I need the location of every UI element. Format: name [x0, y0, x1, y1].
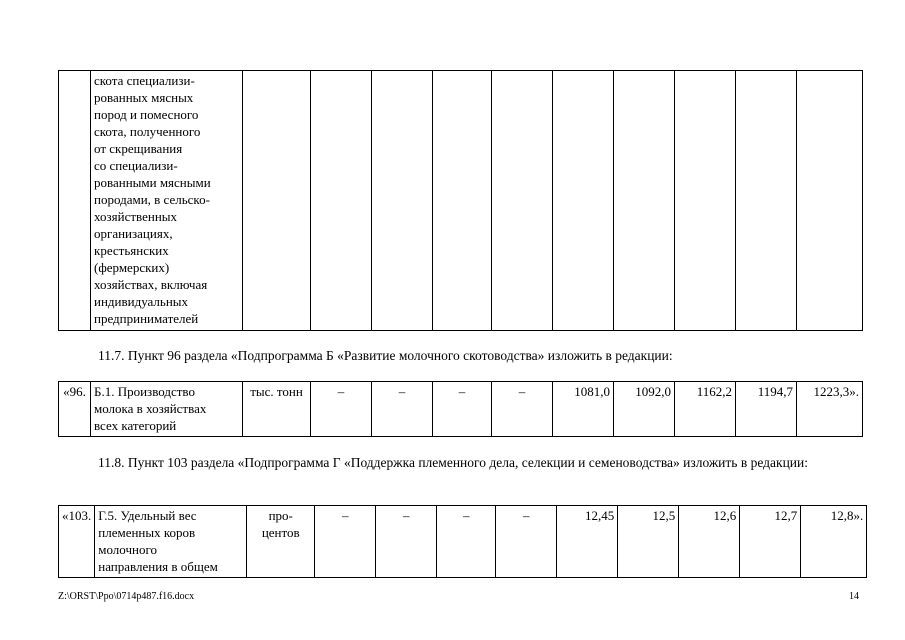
value-cell: – — [492, 382, 553, 437]
row-number-cell: «96. — [59, 382, 91, 437]
value-cell: 12,8». — [801, 506, 867, 578]
name-line: хозяйственных — [94, 209, 178, 224]
value-cell: 12,45 — [557, 506, 618, 578]
name-line: скота, полученного — [94, 124, 201, 139]
footer-file-path: Z:\ORST\Ppo\0714p487.f16.docx — [58, 591, 195, 602]
unit-line: центов — [261, 525, 300, 540]
table-continuation — [58, 70, 863, 331]
name-line: индивидуальных — [94, 294, 189, 309]
row-number-cell: «103. — [59, 506, 95, 578]
table-row — [59, 506, 867, 578]
value-cell: 12,5 — [618, 506, 679, 578]
name-line: со специализи- — [94, 158, 178, 173]
indicator-name-cell — [91, 71, 243, 331]
name-line: (фермерских) — [94, 260, 170, 275]
table-item-96 — [58, 381, 863, 437]
value-cell: 1081,0 — [553, 382, 614, 437]
name-line: племенных коров — [98, 525, 196, 540]
value-cell: 12,6 — [679, 506, 740, 578]
unit-line: про- — [268, 508, 293, 523]
name-line: Б.1. Производство — [94, 384, 195, 399]
value-cell: 1194,7 — [736, 382, 797, 437]
name-line: породами, в сельско- — [94, 192, 210, 207]
value-cell — [797, 71, 863, 331]
name-line: рованных мясных — [94, 90, 194, 105]
value-cell: 12,7 — [740, 506, 801, 578]
paragraph-text: 11.8. Пункт 103 раздела «Подпрограмма Г «Поддержка племенного дела, селекции и семеноводства» изложить в редакции: — [98, 455, 808, 470]
value-cell: 1092,0 — [614, 382, 675, 437]
name-line: скота специализи- — [94, 73, 195, 88]
name-line: хозяйствах, включая — [94, 277, 208, 292]
value-cell: – — [433, 382, 492, 437]
name-line: от скрещивания — [94, 141, 183, 156]
name-line: молочного — [98, 542, 157, 557]
value-cell: – — [376, 506, 437, 578]
name-line: Г.5. Удельный вес — [98, 508, 197, 523]
value-cell: 1223,3». — [797, 382, 863, 437]
value-cell: – — [437, 506, 496, 578]
name-line: пород и помесного — [94, 107, 199, 122]
unit-cell — [247, 506, 315, 578]
value-cell — [433, 71, 492, 331]
table-row — [59, 71, 863, 331]
value-cell: – — [496, 506, 557, 578]
unit-cell — [243, 71, 311, 331]
paragraph-text: 11.7. Пункт 96 раздела «Подпрограмма Б «Развитие молочного скотоводства» изложить в редакции: — [98, 348, 673, 363]
name-line: организациях, — [94, 226, 173, 241]
value-cell: – — [372, 382, 433, 437]
name-line: крестьянских — [94, 243, 169, 258]
indicator-name-cell — [95, 506, 247, 578]
page-number: 14 — [849, 591, 859, 602]
value-cell: – — [311, 382, 372, 437]
table-item-103 — [58, 505, 867, 578]
value-cell — [675, 71, 736, 331]
value-cell — [553, 71, 614, 331]
name-line: направления в общем — [98, 559, 218, 574]
indicator-name-cell — [91, 382, 243, 437]
value-cell — [492, 71, 553, 331]
table-row — [59, 382, 863, 437]
value-cell — [311, 71, 372, 331]
value-cell — [372, 71, 433, 331]
unit-cell: тыс. тонн — [243, 382, 311, 437]
value-cell: 1162,2 — [675, 382, 736, 437]
row-number-cell — [59, 71, 91, 331]
paragraph-11-8 — [58, 453, 861, 472]
name-line: рованными мясными — [94, 175, 211, 190]
value-cell — [736, 71, 797, 331]
value-cell — [614, 71, 675, 331]
name-line: предпринимателей — [94, 311, 199, 326]
value-cell: – — [315, 506, 376, 578]
name-line: всех категорий — [94, 418, 177, 433]
name-line: молока в хозяйствах — [94, 401, 207, 416]
paragraph-11-7 — [58, 346, 861, 365]
